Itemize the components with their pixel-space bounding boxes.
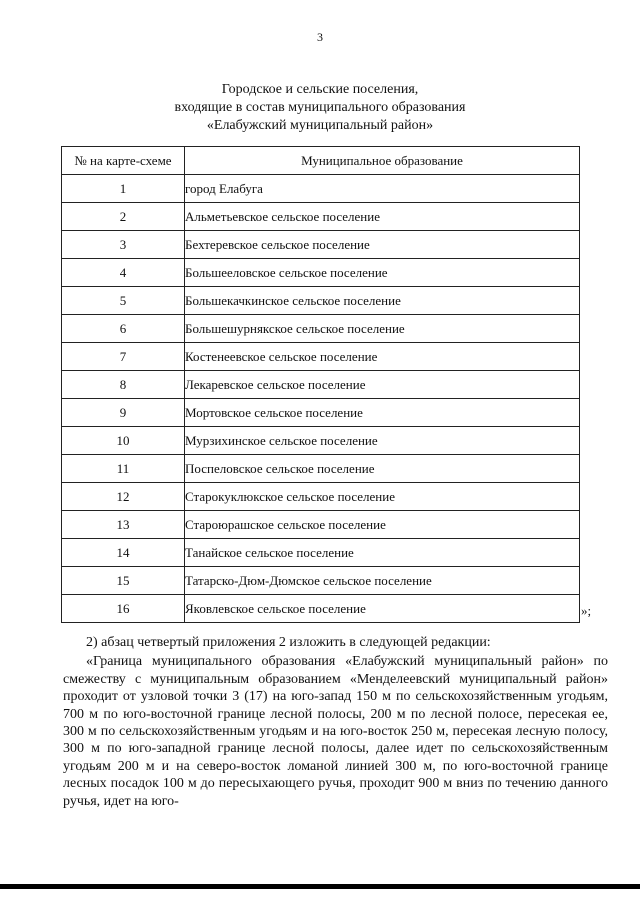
map-number-cell: 4 bbox=[62, 259, 185, 287]
column-header-municipality: Муниципальное образование bbox=[185, 147, 580, 175]
map-number-cell: 13 bbox=[62, 511, 185, 539]
border-description-paragraph: «Граница муниципального образования «Елабужский муниципальный район» по смежеству с муниципальным образованием «Менделеевский муниципальный район» проходит от узловой точки 3 (17) на юго-запад 150 м по сельскохозяйственным угодьям, 700 м по юго-восточной границе лесной полосы, 200 м по лесной полосе, пересекая ее, 300 м по сельскохозяйственным угодьям и на юго-восток 250 м, пересекая лесную полосу, 300 м по юго-западной границе лесной полосы, далее идет по сельскохозяйственным угодьям 200 м и на северо-восток ломаной линией 300 м, по юго-восточной границе лесных посадок 100 м до пересыхающего ручья, проходит 900 м вниз по течению данного ручья, идет на юго- bbox=[63, 654, 608, 809]
table-row bbox=[62, 203, 580, 231]
table-row bbox=[62, 287, 580, 315]
municipality-name-cell: город Елабуга bbox=[185, 175, 580, 203]
municipality-name-cell: Альметьевское сельское поселение bbox=[185, 203, 580, 231]
table-header-row bbox=[62, 147, 580, 175]
heading-line-3: «Елабужский муниципальный район» bbox=[206, 118, 434, 133]
municipality-name-cell: Яковлевское сельское поселение bbox=[185, 595, 580, 623]
document-heading bbox=[0, 81, 640, 135]
table-row bbox=[62, 399, 580, 427]
map-number-cell: 8 bbox=[62, 371, 185, 399]
map-number-cell: 7 bbox=[62, 343, 185, 371]
table-row bbox=[62, 259, 580, 287]
municipality-name-cell: Староюрашское сельское поселение bbox=[185, 511, 580, 539]
map-number-cell: 6 bbox=[62, 315, 185, 343]
page-number: 3 bbox=[317, 30, 323, 44]
table-row bbox=[62, 427, 580, 455]
municipality-name-cell: Мурзихинское сельское поселение bbox=[185, 427, 580, 455]
table-row bbox=[62, 539, 580, 567]
municipality-name-cell: Мортовское сельское поселение bbox=[185, 399, 580, 427]
municipality-name-cell: Поспеловское сельское поселение bbox=[185, 455, 580, 483]
map-number-cell: 10 bbox=[62, 427, 185, 455]
table-row bbox=[62, 175, 580, 203]
municipality-name-cell: Большешурнякское сельское поселение bbox=[185, 315, 580, 343]
map-number-cell: 3 bbox=[62, 231, 185, 259]
municipality-name-cell: Костенеевское сельское поселение bbox=[185, 343, 580, 371]
map-number-cell: 15 bbox=[62, 567, 185, 595]
map-number-cell: 14 bbox=[62, 539, 185, 567]
municipality-name-cell: Лекаревское сельское поселение bbox=[185, 371, 580, 399]
map-number-cell: 11 bbox=[62, 455, 185, 483]
municipality-name-cell: Большееловское сельское поселение bbox=[185, 259, 580, 287]
map-number-cell: 12 bbox=[62, 483, 185, 511]
municipality-name-cell: Большекачкинское сельское поселение bbox=[185, 287, 580, 315]
table-row bbox=[62, 483, 580, 511]
table-row bbox=[62, 343, 580, 371]
municipality-name-cell: Старокуклюкское сельское поселение bbox=[185, 483, 580, 511]
column-header-map-number: № на карте-схеме bbox=[62, 147, 185, 175]
scan-edge-bar bbox=[0, 884, 640, 889]
map-number-cell: 9 bbox=[62, 399, 185, 427]
municipality-name-cell: Танайское сельское поселение bbox=[185, 539, 580, 567]
map-number-cell: 2 bbox=[62, 203, 185, 231]
map-number-cell: 16 bbox=[62, 595, 185, 623]
settlements-table bbox=[61, 146, 580, 623]
table-row bbox=[62, 455, 580, 483]
municipality-name-cell: Татарско-Дюм-Дюмское сельское поселение bbox=[185, 567, 580, 595]
amendment-intro-paragraph: 2) абзац четвертый приложения 2 изложить в следующей редакции: bbox=[86, 635, 491, 650]
map-number-cell: 5 bbox=[62, 287, 185, 315]
body-text bbox=[63, 634, 608, 810]
heading-line-1: Городское и сельские поселения, bbox=[221, 82, 419, 97]
heading-line-2: входящие в состав муниципального образования bbox=[174, 100, 466, 115]
table-row bbox=[62, 371, 580, 399]
closing-quote-mark: »; bbox=[581, 603, 592, 618]
municipality-name-cell: Бехтеревское сельское поселение bbox=[185, 231, 580, 259]
map-number-cell: 1 bbox=[62, 175, 185, 203]
table-row bbox=[62, 231, 580, 259]
table-row bbox=[62, 315, 580, 343]
table-row bbox=[62, 567, 580, 595]
table-row bbox=[62, 595, 580, 623]
table-row bbox=[62, 511, 580, 539]
